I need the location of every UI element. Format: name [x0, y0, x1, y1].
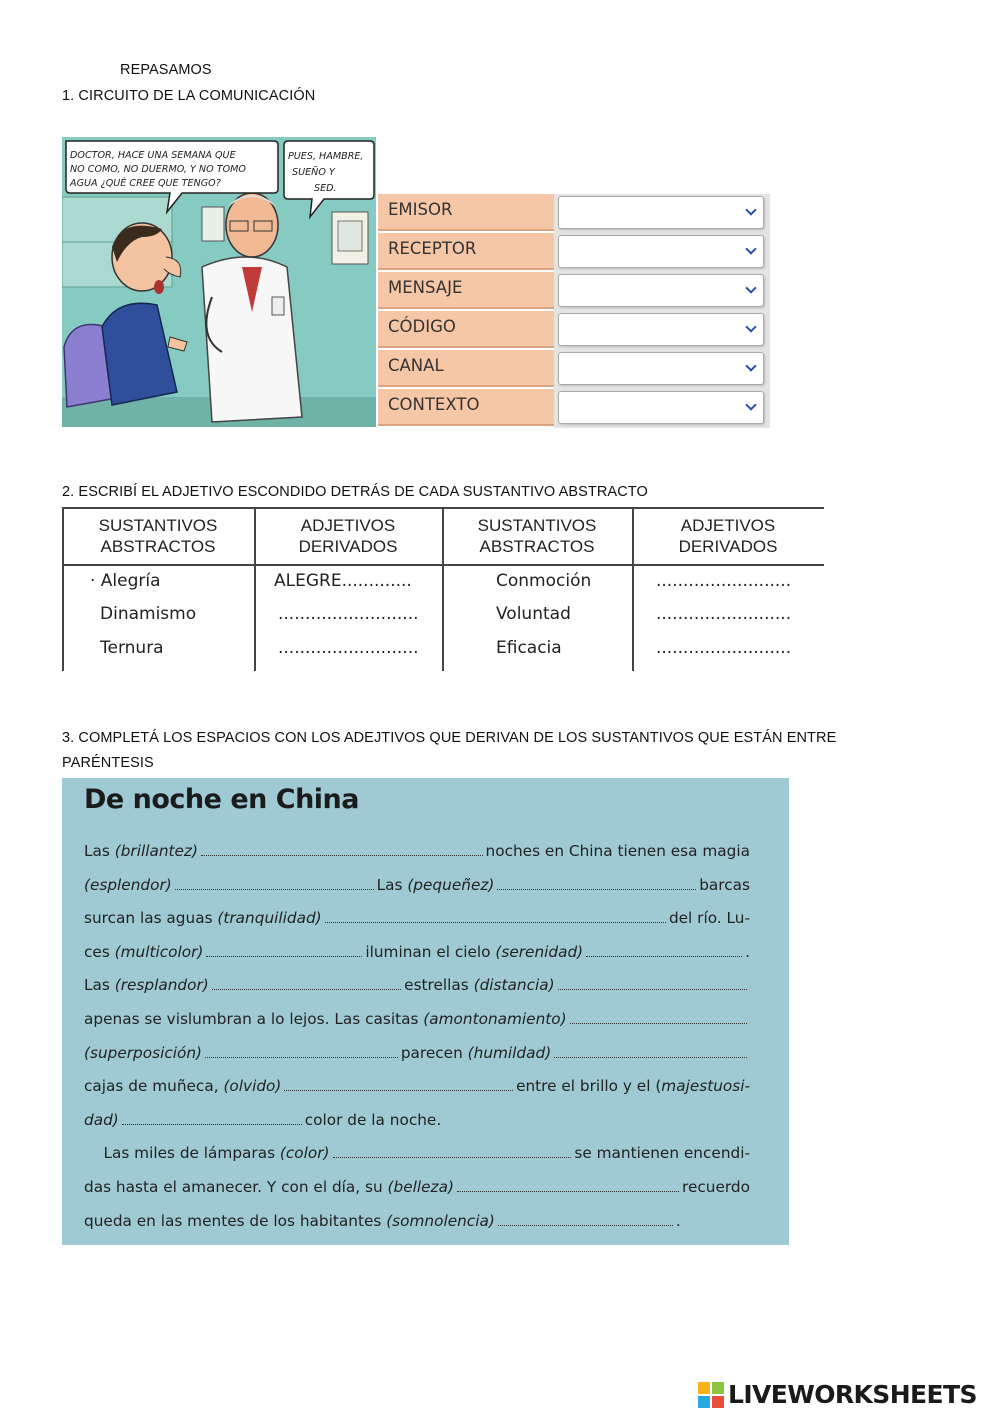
- answer-blank[interactable]: [284, 1090, 513, 1091]
- role-row-emisor: [378, 194, 770, 233]
- noun-in-parentheses: (esplendor): [84, 875, 172, 894]
- adjective-answer-cell[interactable]: ..........................: [278, 604, 419, 624]
- answer-blank[interactable]: [201, 855, 483, 856]
- noun-in-parentheses: majestuosi-: [661, 1077, 750, 1096]
- answer-blank[interactable]: [457, 1191, 679, 1192]
- noun-cell: Voluntad: [496, 604, 571, 624]
- noun-in-parentheses: (multicolor): [114, 942, 204, 961]
- noun-in-parentheses: (belleza): [387, 1178, 454, 1196]
- role-row-contexto: [378, 389, 770, 428]
- adjective-answer-cell[interactable]: ..........................: [278, 638, 419, 658]
- patient-bubble-line-1: DOCTOR, HACE UNA SEMANA QUE: [70, 150, 236, 161]
- communication-roles: [378, 194, 770, 427]
- patient-bubble-line-2: NO COMO, NO DUERMO, Y NO TOMO: [70, 164, 246, 175]
- text-segment: Las miles de lámparas: [84, 1144, 280, 1163]
- noun-in-parentheses: (humildad): [467, 1043, 552, 1062]
- text-segment: del río. Lu-: [668, 909, 750, 928]
- text-line: [84, 838, 750, 860]
- role-label: CONTEXTO: [378, 389, 554, 426]
- section3-title-line-1: 3. COMPLETÁ LOS ESPACIOS CON LOS ADEJTIVOS QUE DERIVAN DE LOS SUSTANTIVOS QUE ESTÁN ENTRE: [62, 730, 837, 746]
- text-segment: Las: [376, 875, 408, 894]
- logo-grid-icon: [698, 1382, 724, 1408]
- text-segment: .: [675, 1211, 681, 1230]
- text-segment: surcan las aguas: [84, 909, 218, 928]
- text-segment: ces: [84, 942, 115, 961]
- section2-title: 2. ESCRIBÍ EL ADJETIVO ESCONDIDO DETRÁS DE CADA SUSTANTIVO ABSTRACTO: [62, 484, 648, 500]
- table-header: ADJETIVOS DERIVADOS: [298, 516, 398, 556]
- noun-cell: · Alegría: [90, 571, 161, 591]
- chevron-down-icon: [745, 399, 756, 410]
- text-segment: estrellas: [404, 976, 474, 995]
- noun-in-parentheses: (olvido): [223, 1077, 282, 1096]
- noun-cell: Conmoción: [496, 571, 592, 591]
- table-header: ADJETIVOS DERIVADOS: [678, 516, 778, 556]
- text-segment: cajas de muñeca,: [84, 1077, 224, 1096]
- answer-blank[interactable]: [122, 1124, 302, 1125]
- codigo-dropdown[interactable]: [558, 313, 764, 346]
- answer-blank[interactable]: [325, 922, 666, 923]
- chevron-down-icon: [745, 204, 756, 215]
- noun-in-parentheses: (amontonamiento): [423, 1010, 567, 1028]
- noun-in-parentheses: (pequeñez): [407, 875, 495, 894]
- text-line: [84, 1073, 750, 1095]
- answer-blank[interactable]: [497, 889, 696, 890]
- text-segment: barcas: [699, 875, 751, 894]
- text-line: [84, 1040, 750, 1062]
- text-segment: noches en China tienen esa magia: [485, 842, 750, 860]
- answer-blank[interactable]: [554, 1057, 747, 1058]
- answer-blank[interactable]: [206, 956, 362, 957]
- noun-in-parentheses: (somnolencia): [386, 1211, 495, 1230]
- section3-title-line-2: PARÉNTESIS: [62, 755, 154, 771]
- table-header: SUSTANTIVOS ABSTRACTOS: [98, 516, 218, 556]
- text-segment: Las: [84, 842, 115, 860]
- chevron-down-icon: [745, 321, 756, 332]
- nouns-adjectives-table: [62, 507, 824, 671]
- liveworksheets-logo: [698, 1380, 998, 1410]
- chevron-down-icon: [745, 282, 756, 293]
- role-label: CÓDIGO: [378, 311, 554, 348]
- answer-blank[interactable]: [175, 889, 374, 890]
- section1-title: 1. CIRCUITO DE LA COMUNICACIÓN: [62, 88, 316, 104]
- noun-cell: Dinamismo: [100, 604, 197, 624]
- role-label: RECEPTOR: [378, 233, 554, 270]
- text-line: [84, 1174, 750, 1196]
- text-line: [84, 1208, 750, 1230]
- role-row-mensaje: [378, 272, 770, 311]
- answer-blank[interactable]: [205, 1057, 398, 1058]
- doctor-bubble-line-1: PUES, HAMBRE,: [288, 151, 364, 162]
- text-segment: apenas se vislumbran a lo lejos. Las casitas: [84, 1010, 424, 1028]
- doctor-bubble-line-2: SUEÑO Y: [292, 167, 335, 178]
- role-row-receptor: [378, 233, 770, 272]
- noun-in-parentheses: (color): [279, 1144, 330, 1163]
- noun-in-parentheses: (brillantez): [114, 842, 198, 860]
- text-segment: entre el brillo y el (: [516, 1077, 662, 1096]
- noun-cell: Eficacia: [496, 638, 562, 658]
- answer-blank[interactable]: [333, 1157, 572, 1158]
- role-row-canal: [378, 350, 770, 389]
- mensaje-dropdown[interactable]: [558, 274, 764, 307]
- answer-blank[interactable]: [558, 989, 747, 990]
- text-line: [84, 1006, 750, 1028]
- text-segment: se mantienen encendi-: [574, 1144, 750, 1163]
- text-segment: iluminan el cielo: [365, 942, 496, 961]
- text-segment: queda en las mentes de los habitantes: [84, 1211, 387, 1230]
- adjective-answer-cell[interactable]: .........................: [656, 604, 792, 624]
- role-label: EMISOR: [378, 194, 554, 231]
- answer-blank[interactable]: [570, 1023, 747, 1024]
- text-line: [84, 972, 750, 994]
- doctor-bubble-line-3: SED.: [314, 183, 337, 194]
- noun-in-parentheses: dad): [84, 1110, 119, 1129]
- receptor-dropdown[interactable]: [558, 235, 764, 268]
- answer-blank[interactable]: [498, 1225, 673, 1226]
- canal-dropdown[interactable]: [558, 352, 764, 385]
- chevron-down-icon: [745, 243, 756, 254]
- text-segment: das hasta el amanecer. Y con el día, su: [84, 1178, 388, 1196]
- noun-cell: Ternura: [100, 638, 164, 658]
- china-text-box: [62, 778, 789, 1245]
- adjective-answer-cell[interactable]: ALEGRE.............: [274, 571, 412, 591]
- role-label: MENSAJE: [378, 272, 554, 309]
- answer-blank[interactable]: [586, 956, 742, 957]
- contexto-dropdown[interactable]: [558, 391, 764, 424]
- text-segment: parecen: [400, 1043, 468, 1062]
- text-line: [84, 872, 750, 894]
- text-line: [84, 1107, 750, 1129]
- noun-in-parentheses: (tranquilidad): [217, 909, 322, 928]
- table-header: SUSTANTIVOS ABSTRACTOS: [477, 516, 597, 556]
- role-label: CANAL: [378, 350, 554, 387]
- text-line: [84, 905, 750, 927]
- chevron-down-icon: [745, 360, 756, 371]
- answer-blank[interactable]: [212, 989, 401, 990]
- text-line: [84, 1140, 750, 1162]
- adjective-answer-cell[interactable]: .........................: [656, 571, 792, 591]
- logo-text: LIVEWORKSHEETS: [728, 1380, 977, 1409]
- text-segment: color de la noche.: [304, 1110, 442, 1129]
- patient-bubble-line-3: AGUA ¿QUÉ CREE QUE TENGO?: [70, 178, 221, 189]
- text-box-title: De noche en China: [84, 784, 359, 815]
- text-segment: Las: [84, 976, 115, 995]
- role-row-codigo: [378, 311, 770, 350]
- noun-in-parentheses: (serenidad): [495, 942, 584, 961]
- adjective-answer-cell[interactable]: .........................: [656, 638, 792, 658]
- emisor-dropdown[interactable]: [558, 196, 764, 229]
- noun-in-parentheses: (distancia): [473, 976, 555, 995]
- noun-in-parentheses: (superposición): [84, 1043, 203, 1062]
- text-segment: recuerdo: [682, 1178, 750, 1196]
- text-segment: .: [745, 942, 751, 961]
- worksheet-heading: REPASAMOS: [120, 62, 212, 78]
- text-line: [84, 939, 750, 961]
- noun-in-parentheses: (resplandor): [114, 976, 209, 995]
- doctor-patient-cartoon: [62, 137, 376, 427]
